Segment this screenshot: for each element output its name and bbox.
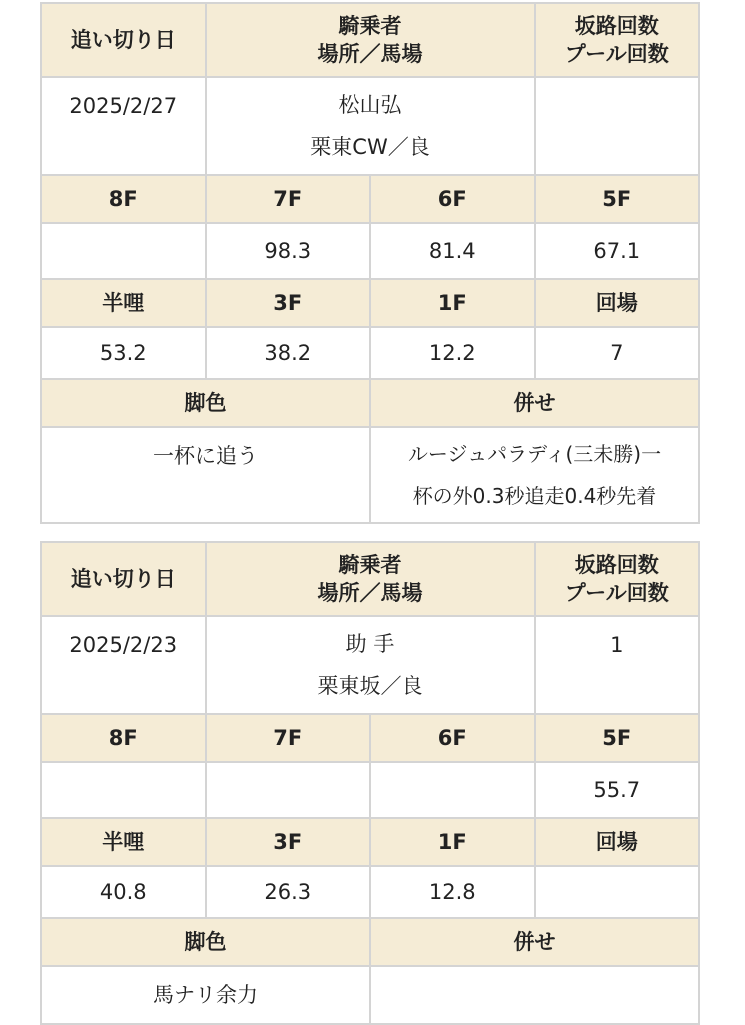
info-row [41,77,699,175]
rider-place-value [206,616,535,714]
place-value: 栗東坂／良 [317,674,423,698]
turn-header: 回場 [535,818,700,866]
f5-value: 55.7 [535,762,700,818]
f3-header: 3F [206,818,371,866]
laps-header: 坂路回数 プール回数 [535,542,700,616]
legs-value: 馬ナリ余力 [41,966,370,1024]
f6-value [370,762,535,818]
place-value: 栗東CW／良 [310,135,430,159]
split-label-row-1 [41,175,699,223]
split-label-row-2 [41,818,699,866]
turn-value: 7 [535,327,700,379]
info-row [41,616,699,714]
date-header: 追い切り日 [41,3,206,77]
legs-header: 脚色 [41,918,370,966]
date-value: 2025/2/23 [41,616,206,714]
rider-place-header: 騎乗者 場所／馬場 [206,3,535,77]
split-label-row-2 [41,279,699,327]
f5-value: 67.1 [535,223,700,279]
date-value: 2025/2/27 [41,77,206,175]
f1-header: 1F [370,279,535,327]
laps-value [535,77,700,175]
f7-value [206,762,371,818]
half-header: 半哩 [41,818,206,866]
turn-value [535,866,700,918]
comment-value-row [41,427,699,523]
split-value-row-2 [41,327,699,379]
f1-value: 12.2 [370,327,535,379]
partner-header: 併せ [370,918,699,966]
f5-header: 5F [535,714,700,762]
partner-header: 併せ [370,379,699,427]
laps-value: 1 [535,616,700,714]
workout-table-2 [40,541,700,1025]
half-header: 半哩 [41,279,206,327]
f8-value [41,762,206,818]
f1-value: 12.8 [370,866,535,918]
f8-value [41,223,206,279]
legs-value: 一杯に追う [41,427,370,523]
f8-header: 8F [41,175,206,223]
rider-place-value [206,77,535,175]
partner-value [370,966,699,1024]
f6-value: 81.4 [370,223,535,279]
comment-label-row [41,918,699,966]
comment-value-row [41,966,699,1024]
f6-header: 6F [370,175,535,223]
f5-header: 5F [535,175,700,223]
date-header: 追い切り日 [41,542,206,616]
f3-value: 38.2 [206,327,371,379]
f7-header: 7F [206,714,371,762]
f3-value: 26.3 [206,866,371,918]
rider-value: 松山弘 [338,93,402,117]
f3-header: 3F [206,279,371,327]
f7-header: 7F [206,175,371,223]
split-label-row-1 [41,714,699,762]
legs-header: 脚色 [41,379,370,427]
half-value: 53.2 [41,327,206,379]
rider-value: 助 手 [345,632,395,656]
f1-header: 1F [370,818,535,866]
f8-header: 8F [41,714,206,762]
rider-place-header: 騎乗者 場所／馬場 [206,542,535,616]
workout-table-1 [40,2,700,524]
header-row [41,542,699,616]
split-value-row-1 [41,223,699,279]
comment-label-row [41,379,699,427]
laps-header: 坂路回数 プール回数 [535,3,700,77]
half-value: 40.8 [41,866,206,918]
split-value-row-2 [41,866,699,918]
split-value-row-1 [41,762,699,818]
f7-value: 98.3 [206,223,371,279]
partner-value: ルージュパラディ(三未勝)一 杯の外0.3秒追走0.4秒先着 [370,427,699,523]
header-row [41,3,699,77]
turn-header: 回場 [535,279,700,327]
f6-header: 6F [370,714,535,762]
